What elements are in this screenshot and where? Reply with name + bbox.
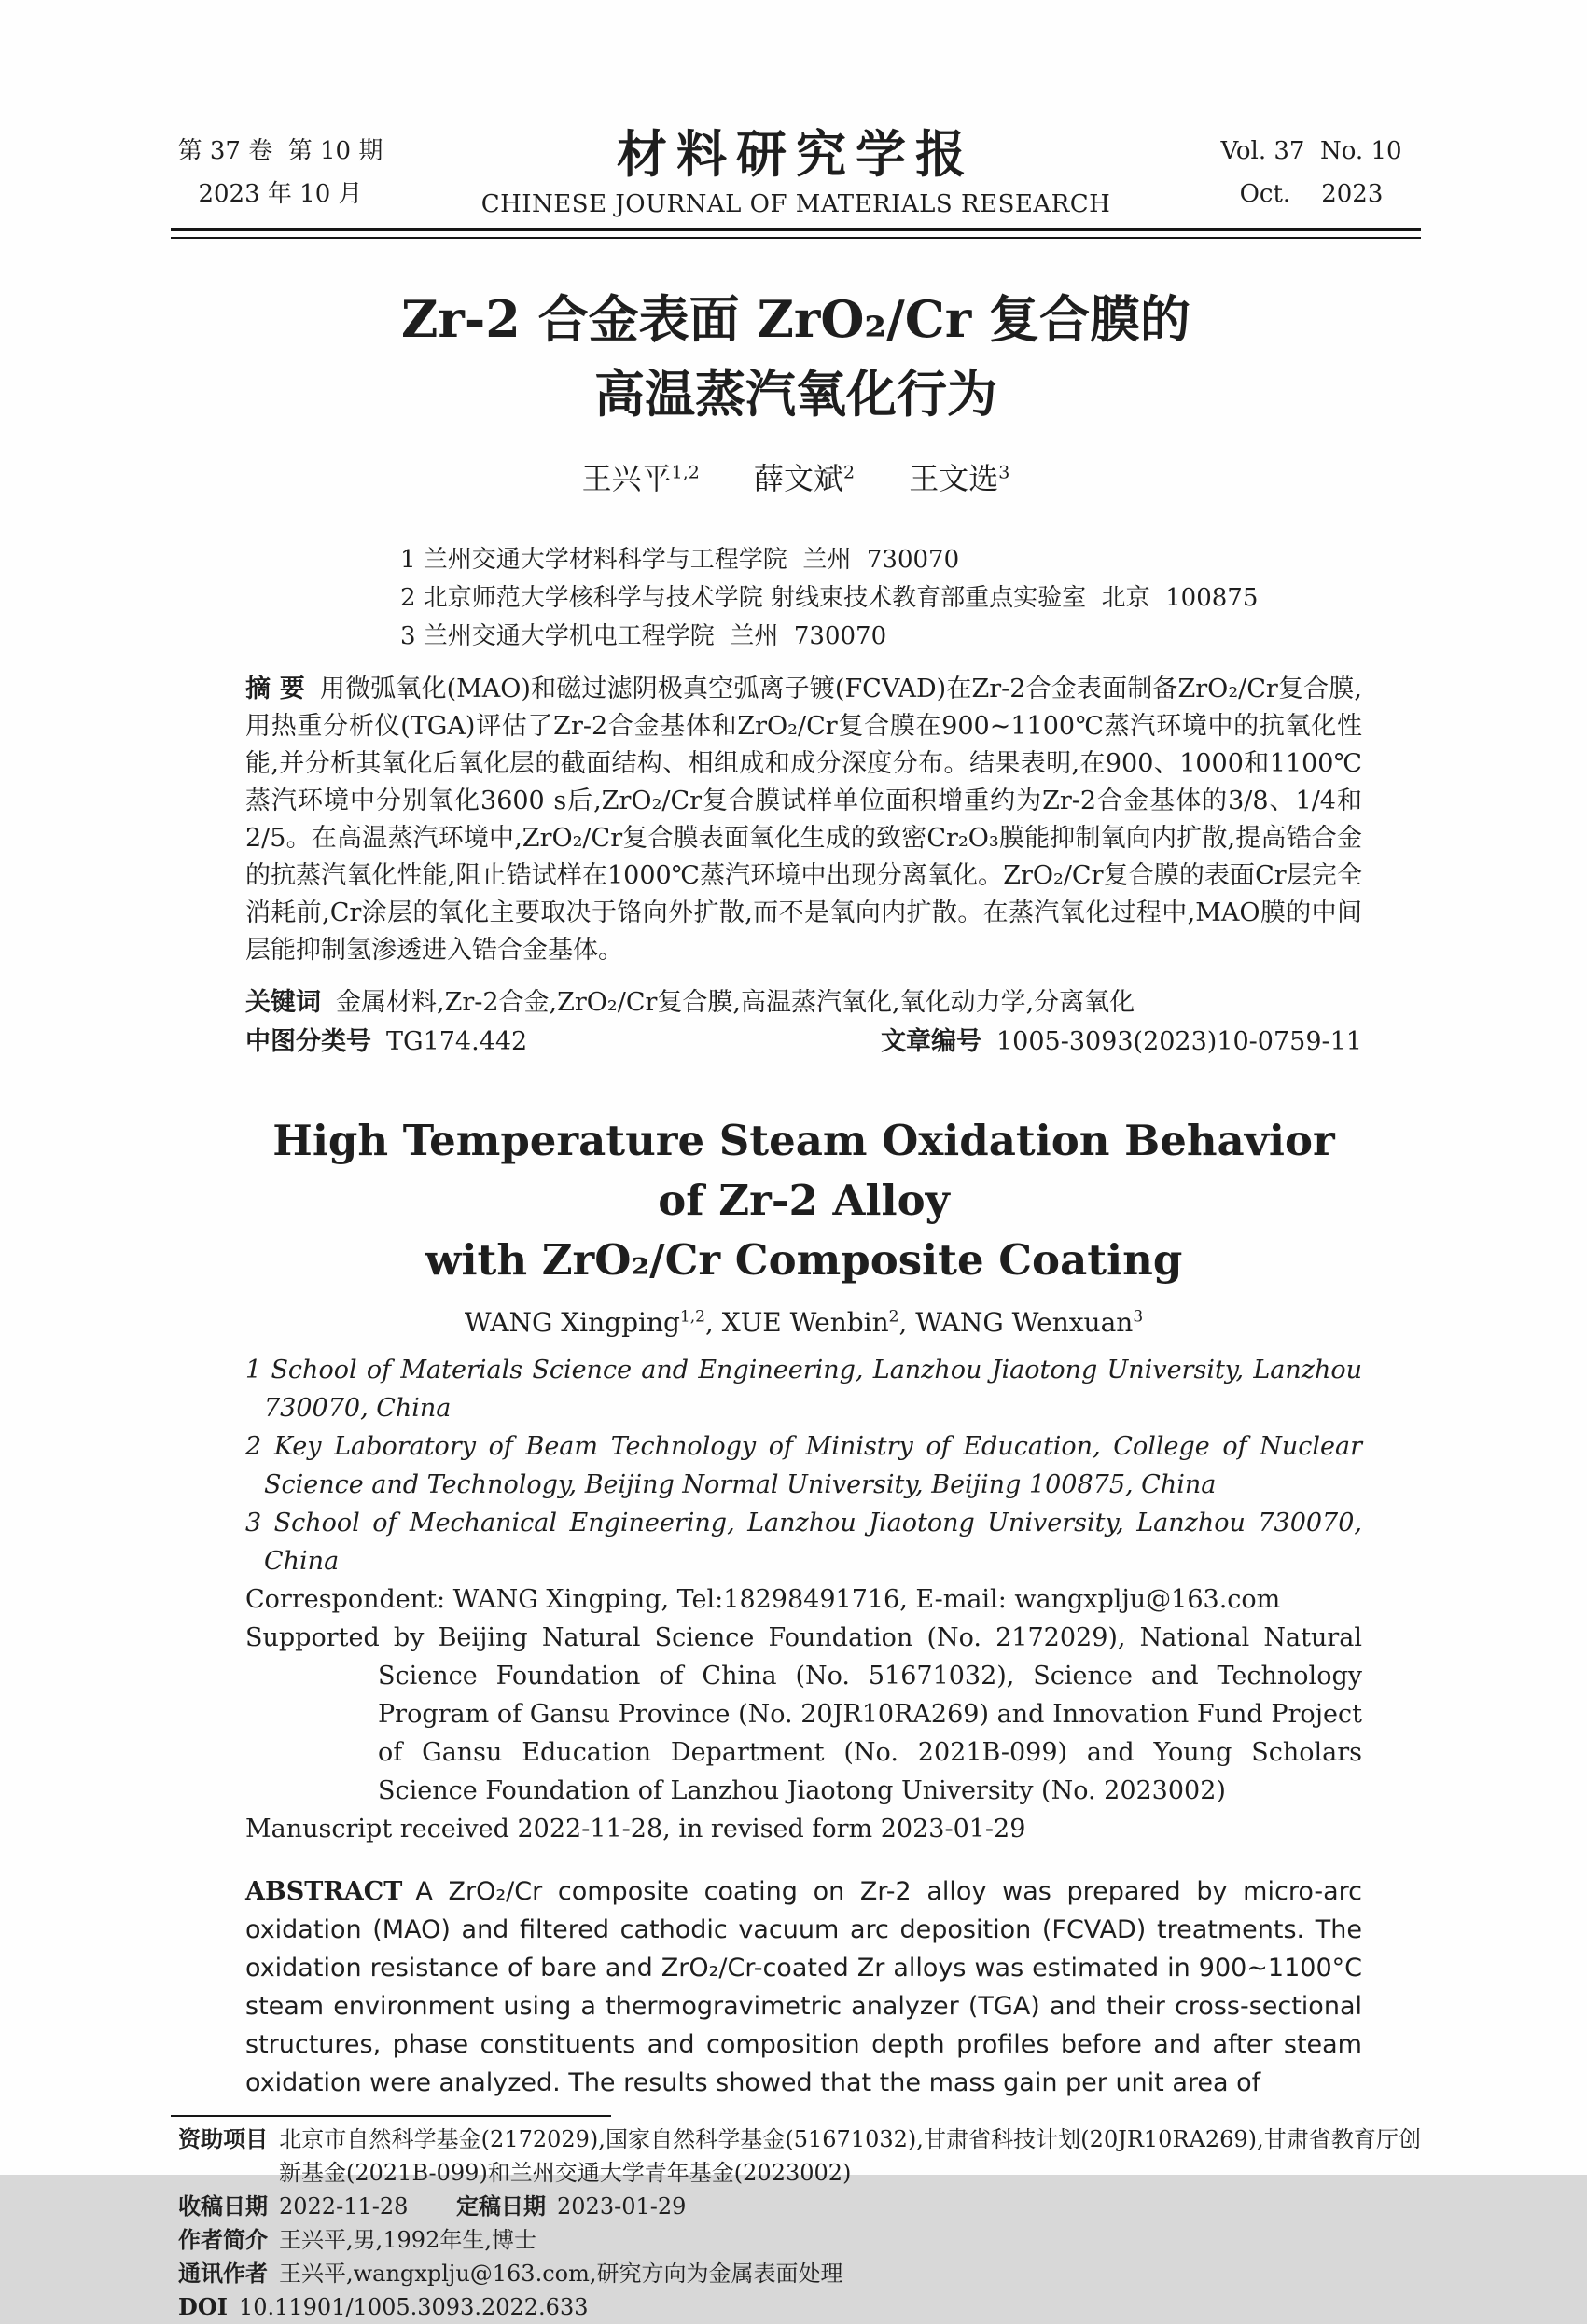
abstract-cn bbox=[245, 671, 1362, 969]
article-id bbox=[881, 1023, 1362, 1061]
abstract-cn-text: 用微弧氧化(MAO)和磁过滤阴极真空弧离子镀(FCVAD)在Zr-2合金表面制备ZrO₂/Cr复合膜,用热重分析仪(TGA)评估了Zr-2合金基体和ZrO₂/Cr复合膜在900~1100℃蒸汽环境中的抗氧化性能,并分析其氧化后氧化层的截面结构、相组成和成分深度分布。结果表明,在900、1000和1100℃蒸汽环境中分别氧化3600 s后,ZrO₂/Cr复合膜试样单位面积增重约为Zr-2合金基体的3/8、1/4和2/5。在高温蒸汽环境中,ZrO₂/Cr复合膜表面氧化生成的致密Cr₂O₃膜能抑制氧向内扩散,提高锆合金的抗蒸汽氧化性能,阻止锆试样在1000℃蒸汽环境中出现分离氧化。ZrO₂/Cr复合膜的表面Cr层完全消耗前,Cr涂层的氧化主要取决于铬向外扩散,而不是氧向内扩散。在蒸汽氧化过程中,MAO膜的中间层能抑制氢渗透进入锆合金基体。 bbox=[245, 675, 1362, 965]
corresponding-label: 通讯作者 bbox=[178, 2261, 268, 2287]
author-name: XUE Wenbin bbox=[721, 1307, 889, 1338]
author-separator: , bbox=[898, 1307, 916, 1338]
article-title-en-line2: with ZrO₂/Cr Composite Coating bbox=[425, 1235, 1183, 1285]
affiliation-cn: 2 北京师范大学核科学与技术学院 射线束技术教育部重点实验室 北京 100875 bbox=[400, 584, 1259, 612]
clc-value: TG174.442 bbox=[386, 1027, 528, 1056]
journal-masthead bbox=[390, 124, 1202, 218]
issue-date-cn: 2023 年 10 月 bbox=[198, 180, 363, 208]
journal-title-en: CHINESE JOURNAL OF MATERIALS RESEARCH bbox=[480, 190, 1111, 218]
article-title-cn bbox=[171, 282, 1421, 431]
abstract-en bbox=[245, 1872, 1362, 2102]
author-affil-sup: 3 bbox=[998, 462, 1010, 483]
classification-row bbox=[245, 1023, 1362, 1061]
author-affil-sup: 1,2 bbox=[679, 1307, 705, 1327]
author-name: 王兴平 bbox=[581, 461, 672, 496]
issue-info-en bbox=[1202, 130, 1421, 216]
article-title-en-line1: High Temperature Steam Oxidation Behavior of Zr-2 Alloy bbox=[272, 1116, 1335, 1225]
bio-text: 王兴平,男,1992年生,博士 bbox=[279, 2227, 536, 2253]
author-en bbox=[465, 1307, 705, 1338]
footnotes bbox=[178, 2122, 1421, 2324]
author-affil-sup: 3 bbox=[1133, 1307, 1144, 1327]
header-rule bbox=[171, 228, 1421, 239]
issue-date-en: Oct. 2023 bbox=[1239, 180, 1384, 208]
author-affil-sup: 2 bbox=[888, 1307, 899, 1327]
bio-label: 作者简介 bbox=[178, 2227, 268, 2253]
footnote-rule bbox=[171, 2115, 611, 2117]
correspondent-line: Correspondent: WANG Xingping, Tel:18298491716, E-mail: wangxplju@163.com bbox=[245, 1585, 1281, 1614]
journal-header bbox=[171, 124, 1421, 218]
keywords-text: 金属材料,Zr-2合金,ZrO₂/Cr复合膜,高温蒸汽氧化,氧化动力学,分离氧化 bbox=[336, 988, 1135, 1017]
fund-text: 北京市自然科学基金(2172029),国家自然科学基金(51671032),甘肃省科技计划(20JR10RA269),甘肃省教育厅创新基金(2021B-099)和兰州交通大学青年基金(2023002) bbox=[279, 2126, 1422, 2186]
abstract-cn-block bbox=[245, 671, 1362, 2102]
received-value: 2022-11-28 bbox=[279, 2193, 409, 2220]
article-id-value: 1005-3093(2023)10-0759-11 bbox=[995, 1027, 1362, 1056]
author-cn bbox=[754, 461, 855, 496]
author-name: 王文选 bbox=[909, 461, 999, 496]
affiliation-cn: 3 兰州交通大学机电工程学院 兰州 730070 bbox=[400, 622, 887, 650]
author-cn bbox=[909, 461, 1009, 496]
article-id-label: 文章编号 bbox=[880, 1027, 981, 1056]
footnote-doi bbox=[178, 2290, 1421, 2324]
abstract-en-text: A ZrO₂/Cr composite coating on Zr-2 alloy was prepared by micro-arc oxidation (MAO) and filtered cathodic vacuum arc deposition (FCVAD) treatments. The oxidation resistance of bare and ZrO₂/Cr-coated Zr alloys was estimated in 900~1100°C steam environment using a thermogravimetric analyzer (TGA) and their cross-sectional structures, phase constituents and composition depth profiles before and after steam oxidation were analyzed. The results showed that the mass gain per unit area of bbox=[245, 1877, 1362, 2097]
affiliation-en: 1 School of Materials Science and Engineering, Lanzhou Jiaotong University, Lanzhou 730070, China bbox=[245, 1356, 1362, 1423]
authors-cn bbox=[171, 455, 1421, 498]
footnote-bio bbox=[178, 2223, 1421, 2257]
affiliations-en bbox=[245, 1351, 1362, 1580]
journal-title-cn: 材料研究学报 bbox=[617, 124, 975, 184]
author-cn bbox=[582, 461, 700, 496]
abstract-cn-label: 摘 要 bbox=[245, 675, 305, 703]
manuscript-dates: Manuscript received 2022-11-28, in revised form 2023-01-29 bbox=[245, 1815, 1026, 1844]
author-name: WANG Xingping bbox=[464, 1307, 680, 1338]
article-title-cn-line1: Zr-2 合金表面 ZrO₂/Cr 复合膜的 bbox=[401, 289, 1190, 349]
article-title-cn-line2: 高温蒸汽氧化行为 bbox=[594, 364, 997, 424]
author-name: 薛文斌 bbox=[754, 461, 844, 496]
clc-number bbox=[245, 1023, 527, 1061]
received-label: 收稿日期 bbox=[178, 2193, 268, 2220]
page-content bbox=[171, 0, 1421, 2324]
footnote-fund bbox=[178, 2122, 1421, 2190]
doi-label: DOI bbox=[178, 2293, 228, 2320]
doi-value: 10.11901/1005.3093.2022.633 bbox=[238, 2294, 589, 2320]
finalized-value: 2023-01-29 bbox=[557, 2193, 687, 2220]
keywords-label: 关键词 bbox=[245, 988, 321, 1017]
issue-volume-en: Vol. 37 No. 10 bbox=[1220, 137, 1402, 165]
footnote-corresponding bbox=[178, 2257, 1421, 2290]
affiliation-en: 3 School of Mechanical Engineering, Lanzhou Jiaotong University, Lanzhou 730070, China bbox=[245, 1509, 1362, 1576]
funding-note-en: Supported by Beijing Natural Science Foundation (No. 2172029), National Natural Science Foundation of China (No. 51671032), Science and Technology Program of Gansu Province (No. 20JR10RA269) and Innovation Fund Project of Gansu Education Department (No. 2021B-099) and Young Scholars Science Foundation of Lanzhou Jiaotong University (No. 2023002) bbox=[245, 1623, 1362, 1805]
affiliation-cn: 1 兰州交通大学材料科学与工程学院 兰州 730070 bbox=[400, 546, 960, 574]
author-separator: , bbox=[704, 1307, 722, 1338]
authors-en bbox=[245, 1307, 1362, 1338]
fund-label: 资助项目 bbox=[178, 2126, 269, 2152]
author-affil-sup: 2 bbox=[843, 462, 856, 483]
issue-info-cn bbox=[171, 130, 390, 216]
finalized-label: 定稿日期 bbox=[456, 2193, 547, 2220]
affiliation-en: 2 Key Laboratory of Beam Technology of Ministry of Education, College of Nuclear Science and Technology, Beijing Normal University, Beijing 100875, China bbox=[245, 1432, 1362, 1499]
abstract-en-label: ABSTRACT bbox=[245, 1877, 403, 1906]
author-name: WANG Wenxuan bbox=[915, 1307, 1134, 1338]
keywords-cn bbox=[245, 984, 1362, 1022]
article-title-en bbox=[245, 1111, 1362, 1290]
issue-volume-cn: 第 37 卷 第 10 期 bbox=[177, 137, 383, 165]
author-affil-sup: 1,2 bbox=[671, 462, 700, 483]
clc-label: 中图分类号 bbox=[245, 1027, 371, 1056]
affiliations-cn bbox=[400, 541, 1421, 656]
author-en bbox=[915, 1307, 1143, 1338]
author-en bbox=[722, 1307, 899, 1338]
corresponding-text: 王兴平,wangxplju@163.com,研究方向为金属表面处理 bbox=[279, 2261, 843, 2287]
footnote-dates bbox=[178, 2190, 1421, 2223]
